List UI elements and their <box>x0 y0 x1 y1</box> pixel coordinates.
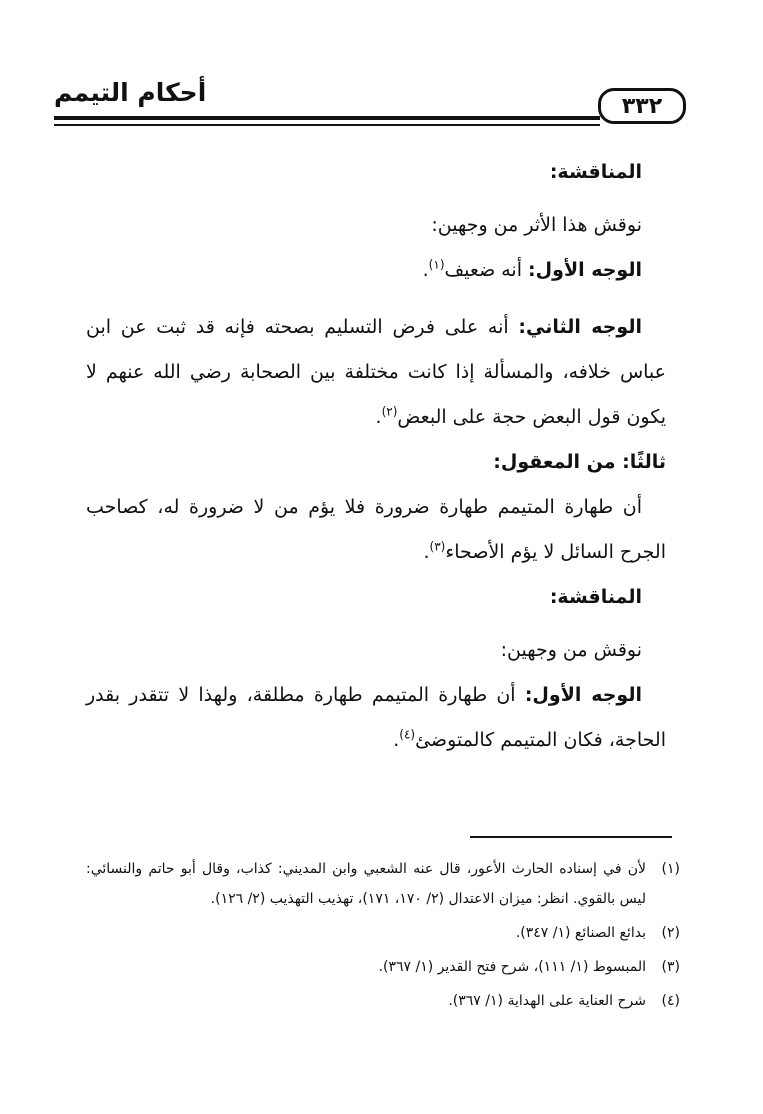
footnote-text: لأن في إسناده الحارث الأعور، قال عنه الشعبي وابن المديني: كذاب، وقال أبو حاتم والنسائي: ليس بالقوي. انظر: ميزان الاعتدال (٢/ ١٧٠، ١٧١)، تهذيب التهذيب (٢/ ١٢٦). <box>86 861 646 907</box>
footnote-separator <box>470 836 672 838</box>
page-number: ٣٣٢ <box>598 88 686 124</box>
paragraph-second-aspect <box>86 305 666 440</box>
footnote-item <box>86 854 680 914</box>
discussion-heading-1: المناقشة: <box>549 161 642 183</box>
header-rule-thick <box>54 116 600 120</box>
footnote-text: المبسوط (١/ ١١١)، شرح فتح القدير (١/ ٣٦٧). <box>378 959 646 975</box>
paragraph-first-aspect <box>86 248 666 293</box>
paragraph-rational <box>86 485 666 575</box>
footnote-text: شرح العناية على الهداية (١/ ٣٦٧). <box>448 993 646 1009</box>
header-title: أحكام التيمم <box>54 78 207 107</box>
footnote-item <box>86 986 680 1016</box>
footnote-ref-2[interactable]: (٢) <box>381 404 398 419</box>
second-aspect-label: الوجه الثاني: <box>518 316 642 338</box>
paragraph-two-aspects: نوقش هذا الأثر من وجهين: <box>431 214 642 236</box>
header-rule-thin <box>54 124 600 126</box>
rational-text: أن طهارة المتيمم طهارة ضرورة فلا يؤم من لا ضرورة له، كصاحب الجرح السائل لا يؤم الأصحاء <box>86 496 666 563</box>
first-aspect-text: أنه ضعيف <box>444 259 529 281</box>
second-aspect-text: أنه على فرض التسليم بصحته فإنه قد ثبت عن ابن عباس خلافه، والمسألة إذا كانت مختلفة بين الصحابة رضي الله عنهم لا يكون قول البعض حجة على البعض <box>86 316 666 428</box>
rational-end: . <box>423 541 430 563</box>
first-aspect-end-2: . <box>393 729 400 751</box>
first-aspect-label: الوجه الأول: <box>528 259 642 281</box>
discussion-heading-2: المناقشة: <box>549 586 642 608</box>
paragraph-first-aspect-2 <box>86 673 666 763</box>
footnote-number: (٣) <box>661 959 680 975</box>
first-aspect-text-2: أن طهارة المتيمم طهارة مطلقة، ولهذا لا تتقدر بقدر الحاجة، فكان المتيمم كالمتوضئ <box>86 684 666 751</box>
footnotes <box>86 854 680 1020</box>
footnote-item <box>86 952 680 982</box>
footnote-number: (١) <box>661 861 680 877</box>
footnote-text: بدائع الصنائع (١/ ٣٤٧). <box>515 925 646 941</box>
footnote-number: (٤) <box>661 993 680 1009</box>
footnote-ref-1[interactable]: (١) <box>428 257 445 272</box>
rational-evidence-heading: ثالثًا: من المعقول: <box>493 451 666 473</box>
main-text <box>86 150 666 763</box>
first-aspect-label-2: الوجه الأول: <box>524 684 642 706</box>
footnote-number: (٢) <box>661 925 680 941</box>
footnote-item <box>86 918 680 948</box>
first-aspect-end: . <box>422 259 429 281</box>
paragraph-two-aspects-2: نوقش من وجهين: <box>500 639 642 661</box>
footnote-ref-4[interactable]: (٤) <box>399 727 416 742</box>
second-aspect-end: . <box>375 406 382 428</box>
footnote-ref-3[interactable]: (٣) <box>429 539 446 554</box>
